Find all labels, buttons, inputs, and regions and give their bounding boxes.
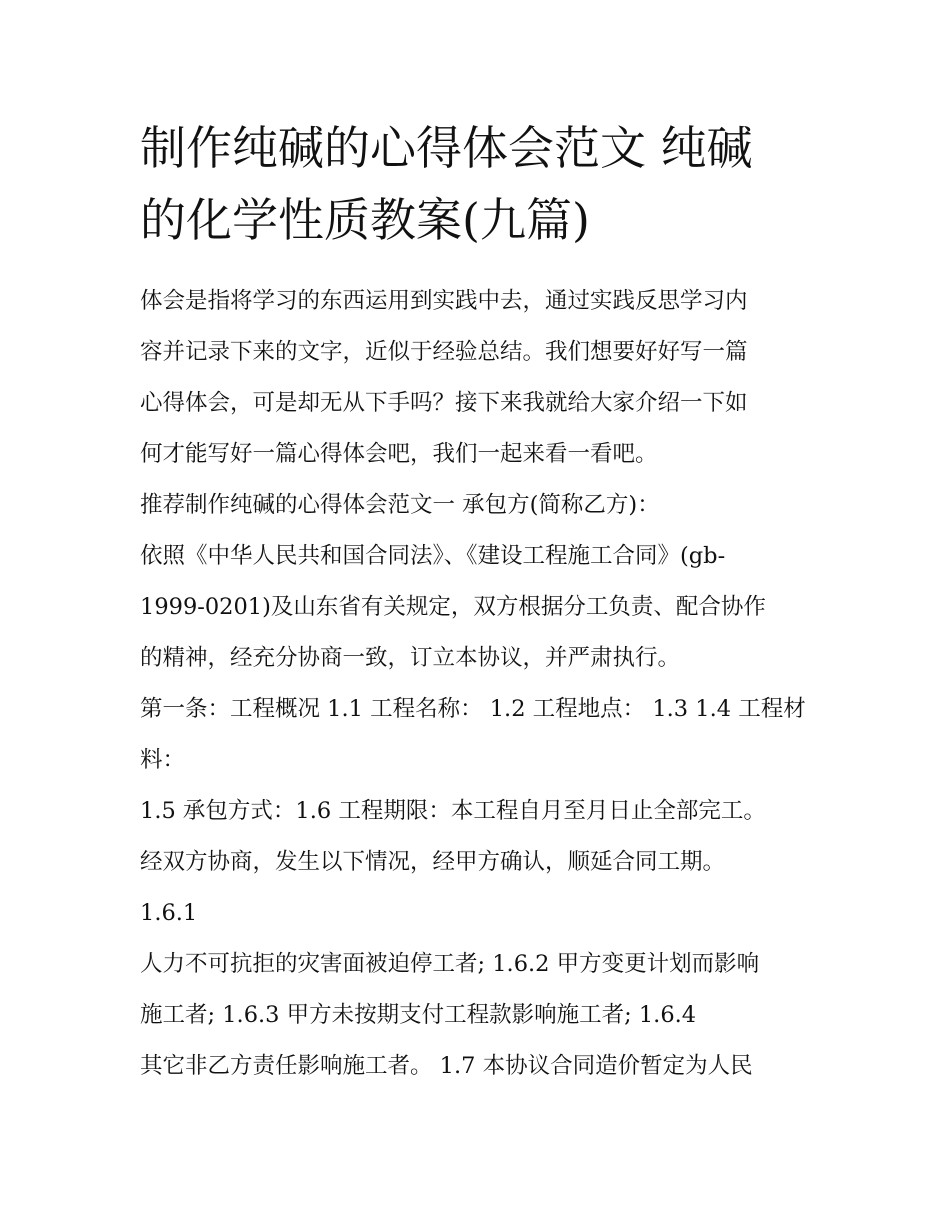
body-line: 施工者; 1.6.3 甲方未按期支付工程款影响施工者; 1.6.4 (140, 1002, 697, 1028)
body-line: 1.6.1 (140, 900, 198, 926)
body-line: 的精神，经充分协商一致，订立本协议，并严肃执行。 (140, 645, 681, 671)
body-line: 推荐制作纯碱的心得体会范文一 承包方(简称乙方)： (140, 492, 660, 518)
document-body (140, 276, 830, 1092)
body-line: 其它非乙方责任影响施工者。 1.7 本协议合同造价暂定为人民 (140, 1053, 753, 1079)
title-line-2: 的化学性质教案(九篇) (140, 193, 590, 247)
body-line: 第一条：工程概况 1.1 工程名称： 1.2 工程地点： 1.3 1.4 工程材 (140, 696, 806, 722)
body-line: 经双方协商，发生以下情况，经甲方确认，顺延合同工期。 (140, 849, 726, 875)
body-line: 1999-0201)及山东省有关规定，双方根据分工负责、配合协作 (140, 594, 766, 620)
document-title (140, 112, 820, 256)
title-line-1: 制作纯碱的心得体会范文 纯碱 (140, 121, 753, 175)
body-line: 心得体会，可是却无从下手吗？接下来我就给大家介绍一下如 (140, 390, 748, 416)
body-line: 何才能写好一篇心得体会吧，我们一起来看一看吧。 (140, 441, 658, 467)
body-line: 人力不可抗拒的灾害面被迫停工者; 1.6.2 甲方变更计划而影响 (140, 951, 760, 977)
body-line: 依照《中华人民共和国合同法》、《建设工程施工合同》(gb- (140, 543, 726, 569)
body-line: 1.5 承包方式：1.6 工程期限：本工程自月至月日止全部完工。 (140, 798, 766, 824)
body-line: 体会是指将学习的东西运用到实践中去，通过实践反思学习内 (140, 288, 748, 314)
body-line: 料： (140, 747, 186, 773)
body-line: 容并记录下来的文字，近似于经验总结。我们想要好好写一篇 (140, 339, 748, 365)
